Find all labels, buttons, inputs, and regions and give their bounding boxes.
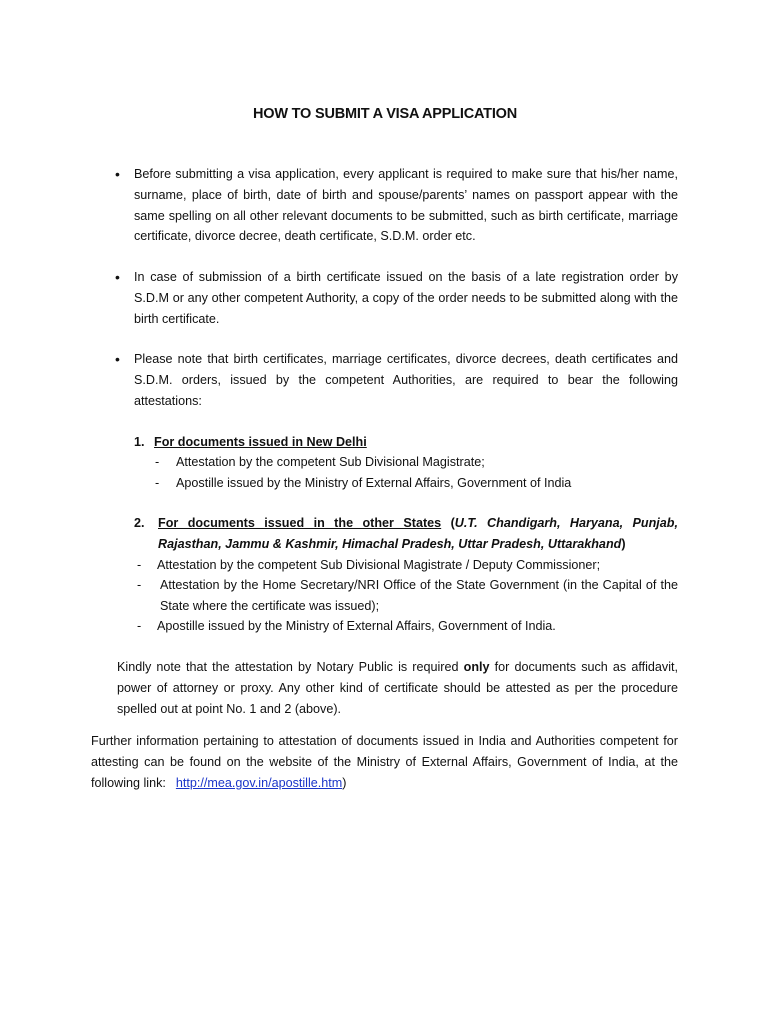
section-number: 1. [134, 435, 145, 449]
bullet-spelling-requirement: • Before submitting a visa application, every applicant is required to make sure that his/her name, surname, place of birth, date of birth and spouse/parents’ names on passport appear with the same spelling on all other relevant documents to be submitted, such as birth certificate, marriage certificate, divorce decree, death certificate, S.D.M. order etc. [134, 164, 678, 247]
list-item [155, 473, 655, 494]
section-other-states-heading [134, 513, 678, 555]
apostille-link[interactable]: http://mea.gov.in/apostille.htm [175, 775, 343, 790]
dash-marker: - [137, 578, 142, 592]
dash-marker: - [155, 476, 160, 490]
dash-marker: - [137, 558, 142, 572]
section-new-delhi-heading [134, 432, 367, 453]
list-item [137, 575, 678, 617]
list-item [155, 452, 655, 473]
dash-marker: - [155, 455, 160, 469]
list-item-text: Apostille issued by the Ministry of External Affairs, Government of India. [157, 619, 556, 633]
list-item [137, 616, 678, 637]
list-item-text: Attestation by the Home Secretary/NRI Office of the State Government (in the Capital of the State where the certificate was issued); [160, 578, 678, 613]
bullet-attestations: • Please note that birth certificates, marriage certificates, divorce decrees, death certificates and S.D.M. orders, issued by the competent Authorities, are required to bear the following attestations: [134, 349, 678, 411]
link-close-paren: ) [342, 775, 347, 790]
page-title: HOW TO SUBMIT A VISA APPLICATION [253, 106, 517, 122]
list-item-text: Attestation by the competent Sub Divisional Magistrate / Deputy Commissioner; [157, 558, 601, 572]
list-item-text: Apostille issued by the Ministry of External Affairs, Government of India [176, 476, 572, 490]
bullet-late-registration: • In case of submission of a birth certificate issued on the basis of a late registration order by S.D.M or any other competent Authority, a copy of the order needs to be submitted along with the birth certificate. [134, 267, 678, 329]
open-paren: ( [441, 516, 455, 530]
list-item [137, 555, 678, 576]
further-text: Further information pertaining to attestation of documents issued in India and Authorities competent for attesting can be found on the website of the Ministry of External Affairs, Government of India, at the following link: [91, 734, 678, 790]
note-text-before: Kindly note that the attestation by Notary Public is required [117, 660, 464, 674]
section-heading-label: For documents issued in New Delhi [154, 435, 367, 449]
section-number: 2. [134, 516, 145, 530]
further-information [91, 731, 678, 793]
note-text-after: for documents such as affidavit, power of attorney or proxy. Any other kind of certificate should be attested as per the procedure spelled out at point No. 1 and 2 (above). [117, 660, 679, 716]
list-item-text: Attestation by the competent Sub Divisional Magistrate; [176, 455, 485, 469]
dash-marker: - [137, 619, 142, 633]
note-emphasis: only [463, 660, 490, 674]
section-heading-label: For documents issued in the other States [158, 516, 442, 530]
close-paren: ) [621, 536, 626, 551]
notary-note [117, 657, 678, 719]
states-list: U.T. Chandigarh, Haryana, Punjab, Rajasthan, Jammu & Kashmir, Himachal Pradesh, Uttar Pradesh, Uttarakhand [158, 516, 679, 551]
